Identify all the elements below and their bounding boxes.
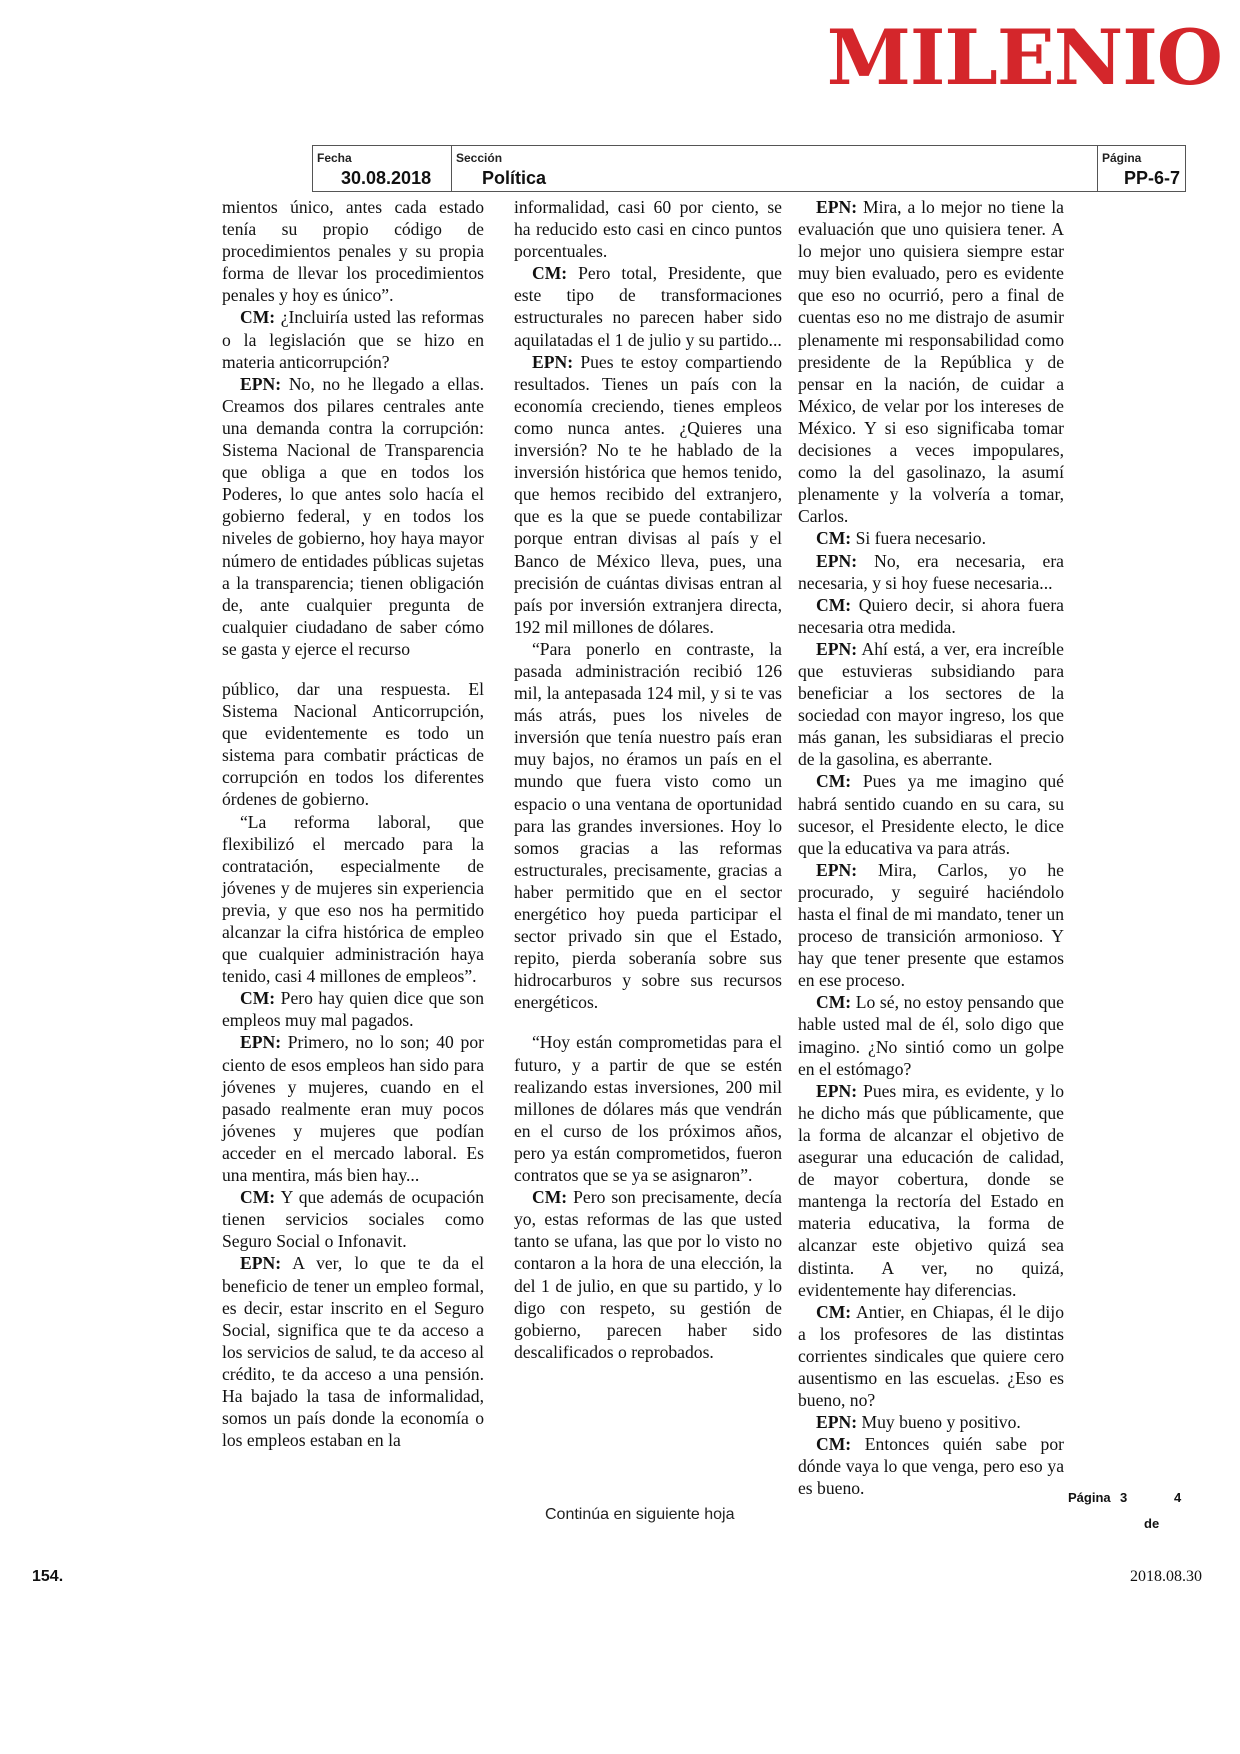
speaker-label: CM: bbox=[532, 263, 568, 284]
speaker-label: CM: bbox=[816, 1434, 852, 1455]
paragraph-text: Muy bueno y positivo. bbox=[857, 1412, 1021, 1433]
seccion-label: Sección bbox=[456, 151, 503, 165]
clip-header-table bbox=[312, 145, 1186, 192]
paragraph-text: Y que además de ocupación tienen servicios sociales como Seguro Social o Infonavit. bbox=[222, 1187, 484, 1252]
seccion-cell bbox=[451, 146, 1082, 191]
article-paragraph bbox=[222, 678, 484, 811]
paragraph-text: Ahí está, a ver, era increíble que estuvieras subsidiando para beneficiar a los sectores de la sociedad con mayor ingreso, los que más ganan, les subsidiaras el precio de la gasolina, es aberrante. bbox=[798, 638, 1064, 770]
article-paragraph bbox=[798, 527, 1064, 549]
speaker-label: EPN: bbox=[816, 638, 858, 659]
article-paragraph bbox=[222, 1186, 484, 1252]
speaker-label: CM: bbox=[240, 988, 276, 1009]
article-paragraph bbox=[798, 1301, 1064, 1411]
article-column-2 bbox=[514, 196, 782, 1363]
paragraph-text: “Para ponerlo en contraste, la pasada administración recibió 126 mil, la antepasada 124 mil, y si te vas más atrás, pues los niveles de inversión que tenía nuestro país eran muy bajos, no éramos un país en el mundo que fuera visto como un espacio o una ventana de oportunidad para las grandes inversiones. Hoy lo somos gracias a las reformas estructurales, precisamente, gracias a haber permitido que en el sector energético hoy pueda participar el sector privado sin que el Estado, repito, pierda soberanía sobre sus hidrocarburos y sobre sus recursos energéticos. bbox=[514, 638, 782, 1013]
paragraph-text: Entonces quién sabe por dónde vaya lo que venga, pero eso ya es bueno. bbox=[798, 1434, 1064, 1499]
speaker-label: EPN: bbox=[240, 1032, 282, 1053]
paragraph-text: Pues ya me imagino qué habrá sentido cuando en su cara, su sucesor, el Presidente electo, le dice que la educativa va para atrás. bbox=[798, 771, 1064, 858]
speaker-label: CM: bbox=[240, 1187, 276, 1208]
speaker-label: CM: bbox=[816, 528, 852, 549]
article-paragraph bbox=[798, 638, 1064, 771]
continua-note: Continúa en siguiente hoja bbox=[545, 1506, 735, 1523]
speaker-label: CM: bbox=[816, 594, 852, 615]
paragraph-text: Mira, a lo mejor no tiene la evaluación que uno quisiera tener. A lo mejor uno quisiera siempre estar muy bien evaluado, pero es evidente que eso no ocurrió, pero a final de cuentas eso no me distrajo de asumir plenamente mi responsabilidad como presidente de la República y de pensar en la nación, de cuidar a México, de velar por los intereses de México. Y si eso significaba tomar decisiones a veces impopulares, como la del gasolinazo, la asumí plenamente y la volvería a tomar, Carlos. bbox=[798, 197, 1064, 527]
speaker-label: EPN: bbox=[532, 351, 574, 372]
paragraph-text: Primero, no lo son; 40 por ciento de esos empleos han sido para jóvenes y mujeres, cuando en el pasado realmente eran muy pocos jóvenes y mujeres que podían acceder en el mercado laboral. Es una mentira, más bien hay... bbox=[222, 1032, 484, 1186]
paragraph-text: Antier, en Chiapas, él le dijo a los profesores de las distintas corrientes sindicales que quiere cero ausentismo en las escuelas. ¿Eso es bueno, no? bbox=[798, 1301, 1064, 1411]
speaker-label: EPN: bbox=[816, 1412, 858, 1433]
speaker-label: EPN: bbox=[816, 550, 858, 571]
paragraph-text: Pues te estoy compartiendo resultados. Tienes un país con la economía creciendo, tienes empleos como nunca antes. ¿Quieres una inversión? No te he hablado de la inversión histórica que hemos tenido, que hemos recibido del extranjero, que es la que se puede contabilizar porque entran divisas al país y el Banco de México lleva, pues, una precisión de cuántas divisas entran al país por inversión extranjera directa, 192 mil millones de dólares. bbox=[514, 351, 782, 637]
article-paragraph bbox=[514, 351, 782, 638]
paragraph-text: ¿Incluiría usted las reformas o la legislación que se hizo en materia anticorrupción? bbox=[222, 307, 484, 372]
fecha-label: Fecha bbox=[317, 151, 352, 165]
paragraph-text: Si fuera necesario. bbox=[851, 528, 986, 549]
page-of-label: de bbox=[1144, 1516, 1160, 1531]
article-paragraph bbox=[514, 1031, 782, 1186]
page-total: 4 bbox=[1174, 1490, 1182, 1505]
clip-date: 2018.08.30 bbox=[1130, 1568, 1202, 1585]
pagina-label: Página bbox=[1102, 151, 1142, 165]
fecha-value: 30.08.2018 bbox=[341, 168, 432, 188]
article-paragraph bbox=[222, 306, 484, 372]
article-paragraph bbox=[514, 1186, 782, 1363]
speaker-label: EPN: bbox=[816, 859, 858, 880]
speaker-label: EPN: bbox=[240, 1253, 282, 1274]
masthead-logo: MILENIO bbox=[826, 13, 1222, 102]
paragraph-text: mientos único, antes cada estado tenía su propio código de procedimientos penales y su propia forma de llevar los procedimientos penales y hoy es único”. bbox=[222, 197, 484, 306]
seccion-value: Política bbox=[482, 168, 547, 188]
article-paragraph bbox=[514, 196, 782, 262]
paragraph-text: Lo sé, no estoy pensando que hable usted mal de él, solo digo que imagino. ¿No sintió como un golpe en el estómago? bbox=[798, 992, 1064, 1079]
paragraph-text: A ver, lo que te da el beneficio de tener un empleo formal, es decir, estar inscrito en el Seguro Social, significa que te da acceso a los servicios de salud, te da acceso al crédito, te da acceso a una pensión. Ha bajado la tasa de informalidad, somos un país donde la economía o los empleos estaban en la bbox=[222, 1253, 484, 1451]
article-paragraph bbox=[798, 550, 1064, 594]
speaker-label: EPN: bbox=[816, 1080, 858, 1101]
article-paragraph bbox=[222, 1252, 484, 1451]
speaker-label: CM: bbox=[816, 1301, 852, 1322]
article-paragraph bbox=[798, 859, 1064, 992]
paragraph-text: Pues mira, es evidente, y lo he dicho más que públicamente, que la forma de alcanzar el objetivo de asegurar una educación de calidad, de mayor cobertura, donde se mantenga la rectoría del Estado en materia educativa, la forma de alcanzar este objetivo quizá sea distinta. A ver, no quizá, evidentemente hay diferencias. bbox=[798, 1080, 1064, 1300]
clip-number: 154. bbox=[32, 1568, 64, 1585]
speaker-label: EPN: bbox=[240, 373, 282, 394]
paragraph-text: Mira, Carlos, yo he procurado, y seguiré haciéndolo hasta el final de mi mandato, tener un proceso de transición armonioso. Y hay que tener presente que estamos en ese proceso. bbox=[798, 859, 1064, 991]
page-number: 3 bbox=[1120, 1490, 1128, 1505]
paragraph-text: No, no he llegado a ellas. Creamos dos pilares centrales ante una demanda contra la corrupción: Sistema Nacional de Transparencia que obliga a que en todos los Poderes, lo que antes solo hacía el gobierno federal, y en todos los niveles de gobierno, hoy haya mayor número de entidades públicas sujetas a la transparencia; tienen obligación de, ante cualquier pregunta de cualquier ciudadano de saber cómo se gasta y ejerce el recurso bbox=[222, 373, 484, 659]
paragraph-text: Pero son precisamente, decía yo, estas reformas de las que usted tanto se ufana, las que por lo visto no contaron a la hora de una elección, la del 1 de julio, en que su partido, y lo digo con respeto, su gestión de gobierno, parecen haber sido descalificados o reprobados. bbox=[514, 1187, 782, 1362]
article-paragraph bbox=[222, 987, 484, 1031]
article-paragraph bbox=[798, 1411, 1064, 1433]
article-column-1 bbox=[222, 196, 484, 1451]
page-label: Página bbox=[1068, 1490, 1111, 1505]
article-paragraph bbox=[514, 638, 782, 1014]
article-paragraph bbox=[222, 196, 484, 306]
speaker-label: CM: bbox=[240, 307, 276, 328]
article-paragraph bbox=[798, 594, 1064, 638]
paragraph-text: informalidad, casi 60 por ciento, se ha reducido esto casi en cinco puntos porcentuales. bbox=[514, 197, 782, 262]
speaker-label: EPN: bbox=[816, 197, 858, 217]
paragraph-text: Pero hay quien dice que son empleos muy mal pagados. bbox=[222, 988, 484, 1031]
article-paragraph bbox=[222, 811, 484, 988]
speaker-label: CM: bbox=[816, 771, 852, 792]
article-paragraph bbox=[222, 373, 484, 660]
paragraph-text: No, era necesaria, era necesaria, y si hoy fuese necesaria... bbox=[798, 550, 1064, 593]
paragraph-text: “Hoy están comprometidas para el futuro, y a partir de que se estén realizando estas inversiones, 200 mil millones de dólares más que vendrán en el curso de los próximos años, pero ya están comprometidos, fueron contratos que se ya se asignaron”. bbox=[514, 1032, 782, 1186]
paragraph-text: público, dar una respuesta. El Sistema Nacional Anticorrupción, que evidentemente es todo un sistema para combatir prácticas de corrupción en todos los diferentes órdenes de gobierno. bbox=[222, 678, 484, 810]
article-paragraph bbox=[798, 770, 1064, 858]
speaker-label: CM: bbox=[532, 1187, 568, 1208]
paragraph-text: “La reforma laboral, que flexibilizó el mercado para la contratación, especialmente de jóvenes y de mujeres sin experiencia previa, y que eso nos ha permitido alcanzar la cifra histórica de empleo que cualquier administración haya tenido, casi 4 millones de empleos”. bbox=[222, 811, 484, 987]
paragraph-text: Pero total, Presidente, que este tipo de transformaciones estructurales no parecen haber sido aquilatadas el 1 de julio y su partido... bbox=[514, 263, 782, 350]
article-paragraph bbox=[798, 991, 1064, 1079]
article-paragraph bbox=[514, 262, 782, 350]
article-column-3 bbox=[798, 196, 1064, 1500]
article-paragraph bbox=[798, 1433, 1064, 1499]
article-paragraph bbox=[798, 196, 1064, 527]
fecha-cell bbox=[313, 146, 451, 191]
article-paragraph bbox=[798, 1080, 1064, 1301]
paragraph-text: Quiero decir, si ahora fuera necesaria otra medida. bbox=[798, 594, 1064, 637]
pagina-cell bbox=[1097, 146, 1186, 191]
speaker-label: CM: bbox=[816, 992, 852, 1013]
article-paragraph bbox=[222, 1031, 484, 1186]
pagina-value: PP-6-7 bbox=[1124, 168, 1181, 188]
